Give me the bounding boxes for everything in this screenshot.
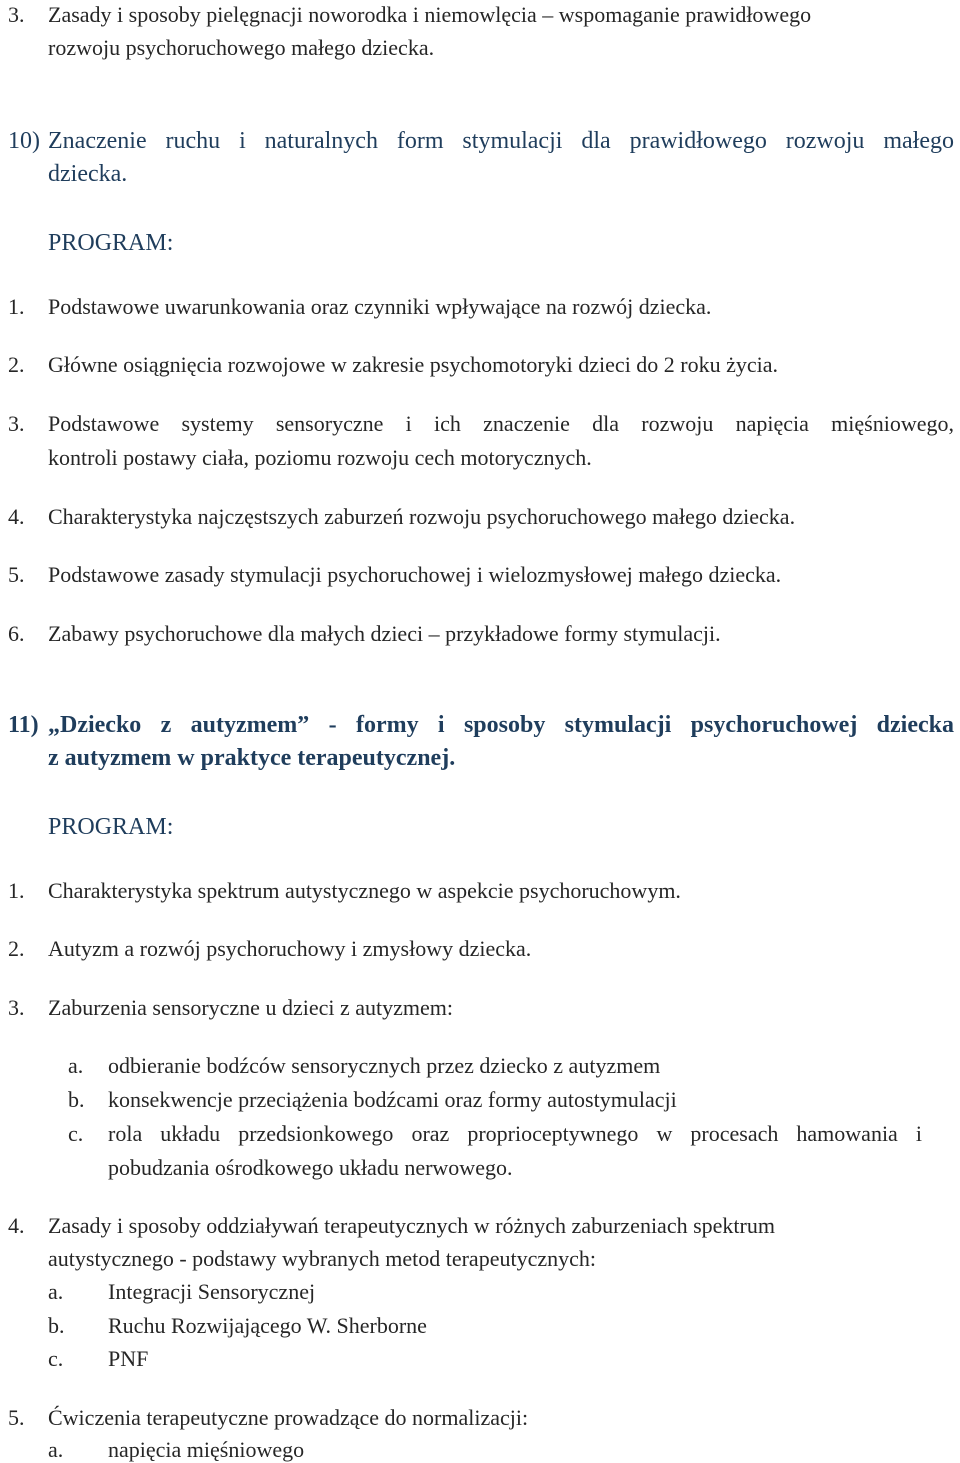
sub-item-letter: b. [48, 1313, 65, 1338]
item-text: Ćwiczenia terapeutyczne prowadzące do normalizacji: [48, 1405, 529, 1430]
sub-item-text: pobudzania ośrodkowego układu nerwowego. [108, 1155, 513, 1180]
sub-item-text: konsekwencje przeciążenia bodźcami oraz formy autostymulacji [108, 1087, 677, 1112]
prev-item-number: 3. [8, 2, 25, 27]
sub-item-letter: a. [48, 1437, 64, 1462]
item-text: Główne osiągnięcia rozwojowe w zakresie psychomotoryki dzieci do 2 roku życia. [48, 352, 779, 377]
module11-title-line2: z autyzmem w praktyce terapeutycznej. [48, 745, 456, 771]
item-number: 6. [8, 621, 25, 646]
item-text: autystycznego - podstawy wybranych metod terapeutycznych: [48, 1246, 596, 1271]
item-text: Podstawowe zasady stymulacji psychoruchowej i wielozmysłowej małego dziecka. [48, 562, 782, 587]
item-number: 4. [8, 504, 25, 529]
sub-item-text: napięcia mięśniowego [108, 1437, 305, 1462]
item-text: Charakterystyka spektrum autystycznego w aspekcie psychoruchowym. [48, 878, 681, 903]
item-text: Zasady i sposoby oddziaływań terapeutycznych w różnych zaburzeniach spektrum [48, 1213, 775, 1238]
item-text: Charakterystyka najczęstszych zaburzeń rozwoju psychoruchowego małego dziecka. [48, 504, 796, 529]
item-number: 2. [8, 352, 25, 377]
item-number: 5. [8, 1405, 25, 1430]
sub-item-letter: c. [48, 1346, 64, 1371]
module11-number: 11) [8, 712, 39, 738]
sub-item-text: rola układu przedsionkowego oraz proprioceptywnego w procesach hamowania i [108, 1121, 922, 1146]
sub-item-text: odbieranie bodźców sensorycznych przez dziecko z autyzmem [108, 1053, 661, 1078]
item-text: Zabawy psychoruchowe dla małych dzieci – przykładowe formy stymulacji. [48, 621, 721, 646]
module10-number: 10) [8, 128, 40, 154]
program-label: PROGRAM: [48, 814, 174, 840]
item-text: Autyzm a rozwój psychoruchowy i zmysłowy dziecka. [48, 936, 532, 961]
item-text: kontroli postawy ciała, poziomu rozwoju cech motorycznych. [48, 445, 592, 470]
item-text: Zaburzenia sensoryczne u dzieci z autyzmem: [48, 995, 453, 1020]
module11-title-line1: „Dziecko z autyzmem” - formy i sposoby stymulacji psychoruchowej dziecka [48, 712, 954, 738]
sub-item-letter: a. [68, 1053, 84, 1078]
module10-title-line1: Znaczenie ruchu i naturalnych form stymulacji dla prawidłowego rozwoju małego [48, 128, 954, 154]
sub-item-text: PNF [108, 1346, 149, 1371]
module10-title-line2: dziecka. [48, 161, 128, 187]
item-text: Podstawowe systemy sensoryczne i ich znaczenie dla rozwoju napięcia mięśniowego, [48, 411, 954, 436]
prev-item-line2: rozwoju psychoruchowego małego dziecka. [48, 35, 435, 60]
item-number: 1. [8, 878, 25, 903]
sub-item-letter: a. [48, 1279, 64, 1304]
sub-item-text: Ruchu Rozwijającego W. Sherborne [108, 1313, 427, 1338]
program-label: PROGRAM: [48, 230, 174, 256]
sub-item-letter: b. [68, 1087, 85, 1112]
item-number: 3. [8, 995, 25, 1020]
prev-item-line1: Zasady i sposoby pielęgnacji noworodka i niemowlęcia – wspomaganie prawidłowego [48, 2, 812, 27]
sub-item-text: Integracji Sensorycznej [108, 1279, 316, 1304]
item-number: 4. [8, 1213, 25, 1238]
item-number: 3. [8, 411, 25, 436]
item-number: 5. [8, 562, 25, 587]
item-number: 1. [8, 294, 25, 319]
item-number: 2. [8, 936, 25, 961]
item-text: Podstawowe uwarunkowania oraz czynniki wpływające na rozwój dziecka. [48, 294, 712, 319]
sub-item-letter: c. [68, 1121, 84, 1146]
